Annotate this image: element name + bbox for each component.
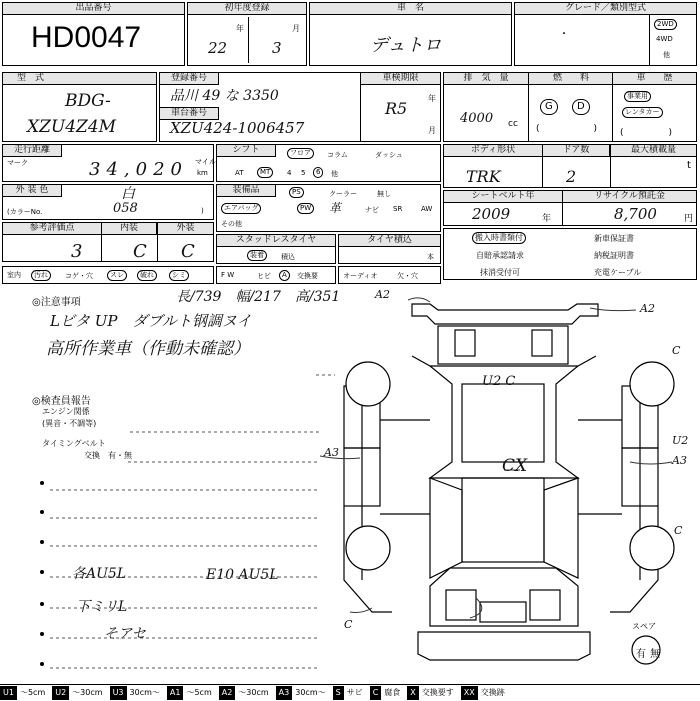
inspector-title: ◎検査員報告: [32, 396, 91, 407]
engine-sub: (異音・不調等): [42, 419, 97, 428]
shift-dash: ダッシュ: [375, 151, 403, 159]
timing-label: タイミングベルト: [42, 439, 106, 448]
payload-label: 最大積載量: [610, 144, 697, 157]
notes-title: ◎注意事項: [32, 297, 81, 308]
legend-key: C: [370, 686, 382, 700]
cond-burn: コゲ・穴: [65, 272, 93, 280]
spare-none: 無: [650, 649, 660, 660]
recycle-unit: 円: [684, 214, 694, 224]
eq-nav: ナビ: [365, 206, 379, 214]
legend-text: サビ: [346, 688, 363, 697]
registration-label: 登録番号: [159, 72, 219, 85]
audio-value: 欠・穴: [397, 272, 418, 280]
legend-text: 腐食: [384, 688, 401, 697]
exterior-value: C: [181, 241, 195, 262]
mark-a2-top-right: A2: [640, 302, 655, 315]
mark-c-right-mid: C: [674, 524, 683, 537]
studless-label: スタッドレスタイヤ: [216, 234, 336, 247]
model-line2: XZU4Z4M: [27, 117, 117, 137]
history-label: 車 歴: [612, 72, 697, 85]
inspection-value: R5: [385, 99, 408, 118]
eq-pw: PW: [297, 203, 314, 214]
eq-other: その他: [221, 220, 242, 228]
doc-1: 搬入時書類付: [472, 232, 526, 244]
history-rental: レンタカー: [622, 107, 663, 118]
timing-replace: 交換 有・無: [84, 451, 132, 460]
fw-crack: ヒビ: [257, 272, 271, 280]
cond-dirty: 汚れ: [31, 270, 51, 281]
legend-key: A1: [167, 686, 184, 700]
drive-other: 他: [663, 51, 670, 59]
audio-label: オーディオ: [343, 272, 378, 280]
cond-scratch: スレ: [107, 270, 127, 281]
mark-u2c: U2 C: [482, 374, 516, 389]
lot-number-label: 出品番号: [2, 2, 185, 15]
mark-a3-left: A3: [324, 446, 339, 459]
legend-text: 30cm～: [295, 688, 326, 697]
color-label: 外 装 色: [2, 184, 62, 197]
cond-tear: 破れ: [137, 270, 157, 281]
legend-text: 交換要す: [421, 688, 454, 697]
month-unit: 月: [292, 24, 300, 33]
color-no-close: ): [201, 207, 204, 215]
legend-text: ～30cm: [238, 688, 269, 697]
history-business: 事業用: [624, 91, 651, 102]
legend-key: S: [333, 686, 344, 700]
legend-key: XX: [461, 686, 478, 700]
shift-5: 5: [301, 169, 306, 177]
color-value: 白: [121, 186, 135, 202]
shift-label: シフト: [216, 144, 276, 157]
inspection-label: 車検期限: [360, 72, 441, 85]
legend-text: ～5cm: [186, 688, 212, 697]
eq-airbag: エアバッグ: [221, 203, 261, 214]
mileage-value: 34,020: [89, 159, 188, 180]
legend-text: 交換跡: [480, 688, 505, 697]
model-label: 型 式: [2, 72, 157, 85]
first-registration-year: 22: [208, 39, 228, 57]
doc-4: 納税証明書: [594, 251, 634, 260]
drive-4wd: 4WD: [656, 35, 673, 43]
inspector-line-c: 下ミリL: [76, 599, 128, 615]
seatbelt-unit: 年: [542, 214, 552, 224]
legend-key: A2: [219, 686, 236, 700]
mark-a3-right: A3: [672, 454, 687, 467]
legend-bar: [0, 684, 700, 701]
drive-2wd: 2WD: [654, 19, 677, 30]
mileage-label: 走行距離: [2, 144, 62, 157]
doc-3: 自賠承認請求: [476, 251, 524, 260]
mark-c-left-bottom: C: [344, 618, 353, 631]
tire-label: タイヤ積込: [338, 234, 441, 247]
first-registration-label: 初年度登録: [187, 2, 307, 15]
doors-label: ドア数: [542, 144, 610, 157]
shift-6: 6: [313, 167, 323, 178]
payload-unit: t: [687, 160, 691, 171]
legend-key: A3: [276, 686, 293, 700]
body-value: TRK: [466, 167, 501, 186]
inspector-line-a: 各AU5L: [72, 566, 127, 582]
legend-text: ～30cm: [72, 688, 103, 697]
spare-label: スペア: [632, 622, 656, 631]
fw-replace: 交換要: [297, 272, 318, 280]
score-label: 参考評価点: [2, 222, 102, 235]
first-registration-month: 3: [272, 39, 282, 57]
legend-key: X: [407, 686, 418, 700]
inspector-line-d: そアセ: [104, 626, 146, 642]
inspector-line-b: E10 AU5L: [206, 567, 279, 583]
registration-value: 品川 49 な 3350: [170, 88, 279, 104]
doc-5: 抹消受付可: [480, 268, 520, 277]
cc-unit: cc: [508, 119, 518, 129]
fuel-label: 燃 料: [528, 72, 614, 85]
doc-2: 新車保証書: [594, 234, 634, 243]
interior-condition-label: 室内: [7, 271, 21, 279]
mileage-unit-mile: マイル: [195, 158, 216, 166]
tire-unit: 本: [427, 253, 434, 261]
equipment-label: 装備品: [216, 184, 276, 197]
legend-key: U1: [0, 686, 17, 700]
fw-label: F W: [221, 271, 235, 279]
mileage-mark: マーク: [7, 159, 28, 167]
fuel-d: D: [572, 99, 590, 115]
eq-ps: PS: [289, 187, 304, 198]
spare-yes: 有: [636, 649, 646, 660]
chassis-value: XZU424-1006457: [170, 119, 305, 137]
engine-label: エンジン関係: [42, 407, 90, 416]
eq-sr: SR: [393, 205, 403, 213]
fw-a: A: [279, 270, 290, 281]
legend-text: 30cm～: [129, 688, 160, 697]
shift-column: コラム: [327, 151, 348, 159]
car-name-value: デュトロ: [370, 35, 442, 56]
mark-a2-top-left: A2: [375, 288, 390, 301]
color-no-value: 058: [113, 201, 138, 216]
legend-text: ～5cm: [19, 688, 46, 697]
displacement-value: 4000: [460, 111, 494, 126]
lot-number: HD0047: [31, 21, 142, 54]
shift-at: AT: [235, 169, 244, 177]
grade-label: グレード／類別型式: [514, 2, 697, 15]
score-value: 3: [71, 241, 83, 262]
eq-aw: AW: [421, 205, 433, 213]
legend-key: U2: [52, 686, 69, 700]
history-paren: ( ): [620, 128, 673, 138]
mark-u2-right: U2: [672, 434, 689, 447]
doors-value: 2: [566, 167, 577, 186]
displacement-label: 排 気 量: [443, 72, 529, 85]
doc-6: 充電ケーブル: [594, 268, 642, 277]
model-line1: BDG-: [65, 91, 111, 111]
mark-c-right-top: C: [672, 344, 681, 357]
studless-yes: 装着: [247, 250, 267, 261]
legend-key: U3: [110, 686, 127, 700]
color-no-label: (カラーNo.: [7, 208, 43, 216]
recycle-value: 8,700: [614, 205, 657, 223]
body-label: ボディ形状: [443, 144, 543, 157]
shift-floor: フロア: [287, 148, 314, 159]
notes-line2: 高所作業車（作動未確認）: [46, 339, 250, 359]
shift-other: 他: [331, 170, 338, 178]
grade-value: ・: [559, 29, 569, 40]
mileage-unit-km: km: [197, 169, 208, 177]
shift-mt: MT: [257, 167, 273, 178]
interior-value: C: [133, 241, 147, 262]
notes-line1: Lビタ UP ダブルト钢調ヌイ: [50, 312, 252, 330]
inspection-year-unit: 年: [428, 94, 436, 103]
cond-stain: シミ: [169, 270, 189, 281]
chassis-label: 車台番号: [159, 107, 219, 120]
notes-dimensions: 長/739 幅/217 高/351: [176, 289, 341, 305]
shift-4: 4: [287, 169, 292, 177]
eq-leather: 革: [329, 201, 342, 215]
inspection-month-unit: 月: [428, 126, 436, 135]
recycle-label: リサイクル預託金: [562, 190, 697, 203]
year-unit: 年: [236, 24, 244, 33]
exterior-label: 外装: [157, 222, 214, 235]
fuel-paren: ( ): [536, 124, 598, 134]
seatbelt-value: 2009: [472, 205, 511, 223]
car-name-label: 車 名: [309, 2, 512, 15]
eq-cooler: クーラー: [329, 190, 357, 198]
seatbelt-label: シートベルト年: [443, 190, 563, 203]
interior-label: 内装: [101, 222, 157, 235]
mark-cx: CX: [502, 456, 528, 476]
fuel-g: G: [540, 99, 558, 115]
studless-loaded: 積込: [281, 253, 295, 261]
eq-none: 無し: [377, 190, 391, 198]
